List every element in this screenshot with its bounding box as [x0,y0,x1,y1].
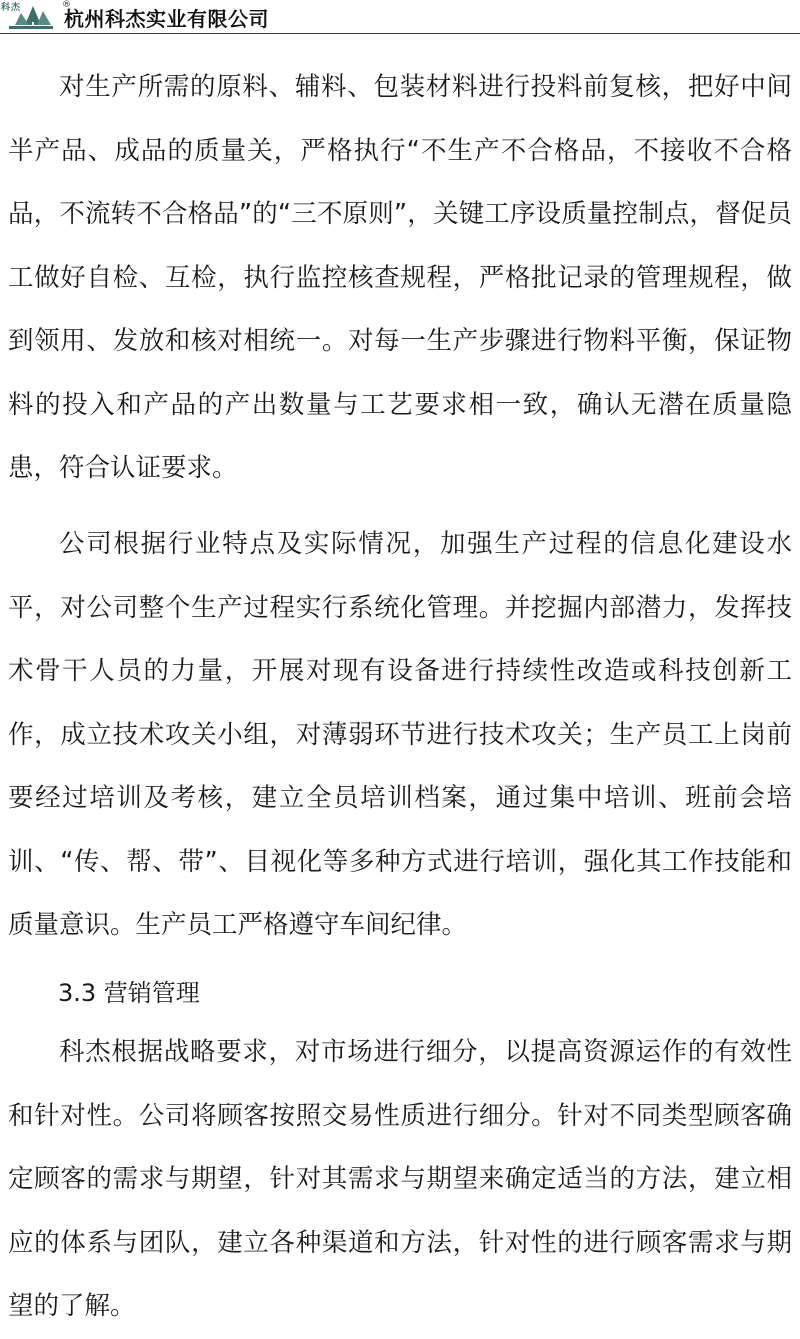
section-heading-marketing: 3.3 营销管理 [58,979,200,1007]
logo-text: 科杰 [1,3,22,13]
registered-mark: ® [62,0,71,10]
page-header [0,0,800,34]
company-name: 杭州科杰实业有限公司 [64,7,269,31]
paragraph-production-management: 公司根据行业特点及实际情况，加强生产过程的信息化建设水平，对公司整个生产过程实行系统化管理。并挖掘内部潜力，发挥技术骨干人员的力量，开展对现有设备进行持续性改造或科技创新工作，成立技术攻关小组，对薄弱环节进行技术攻关；生产员工上岗前要经过培训及考核，建立全员培训档案，通过集中培训、班前会培训、“传、帮、带”、目视化等多种方式进行培训，强化其工作技能和质量意识。生产员工严格遵守车间纪律。 [8,529,792,940]
paragraph-marketing: 科杰根据战略要求，对市场进行细分，以提高资源运作的有效性和针对性。公司将顾客按照交易性质进行细分。针对不同类型顾客确定顾客的需求与期望，针对其需求与期望来确定适当的方法，建立相应的体系与团队，建立各种渠道和方法，针对性的进行顾客需求与期望的了解。 [8,1037,792,1321]
paragraph-production-quality: 对生产所需的原料、辅料、包装材料进行投料前复核，把好中间半产品、成品的质量关，严格执行“不生产不合格品，不接收不合格品，不流转不合格品”的“三不原则”，关键工序设质量控制点，督促员工做好自检、互检，执行监控核查规程，严格批记录的管理规程，做到领用、发放和核对相统一。对每一生产步骤进行物料平衡，保证物料的投入和产品的产出数量与工艺要求相一致，确认无潜在质量隐患，符合认证要求。 [8,72,792,483]
